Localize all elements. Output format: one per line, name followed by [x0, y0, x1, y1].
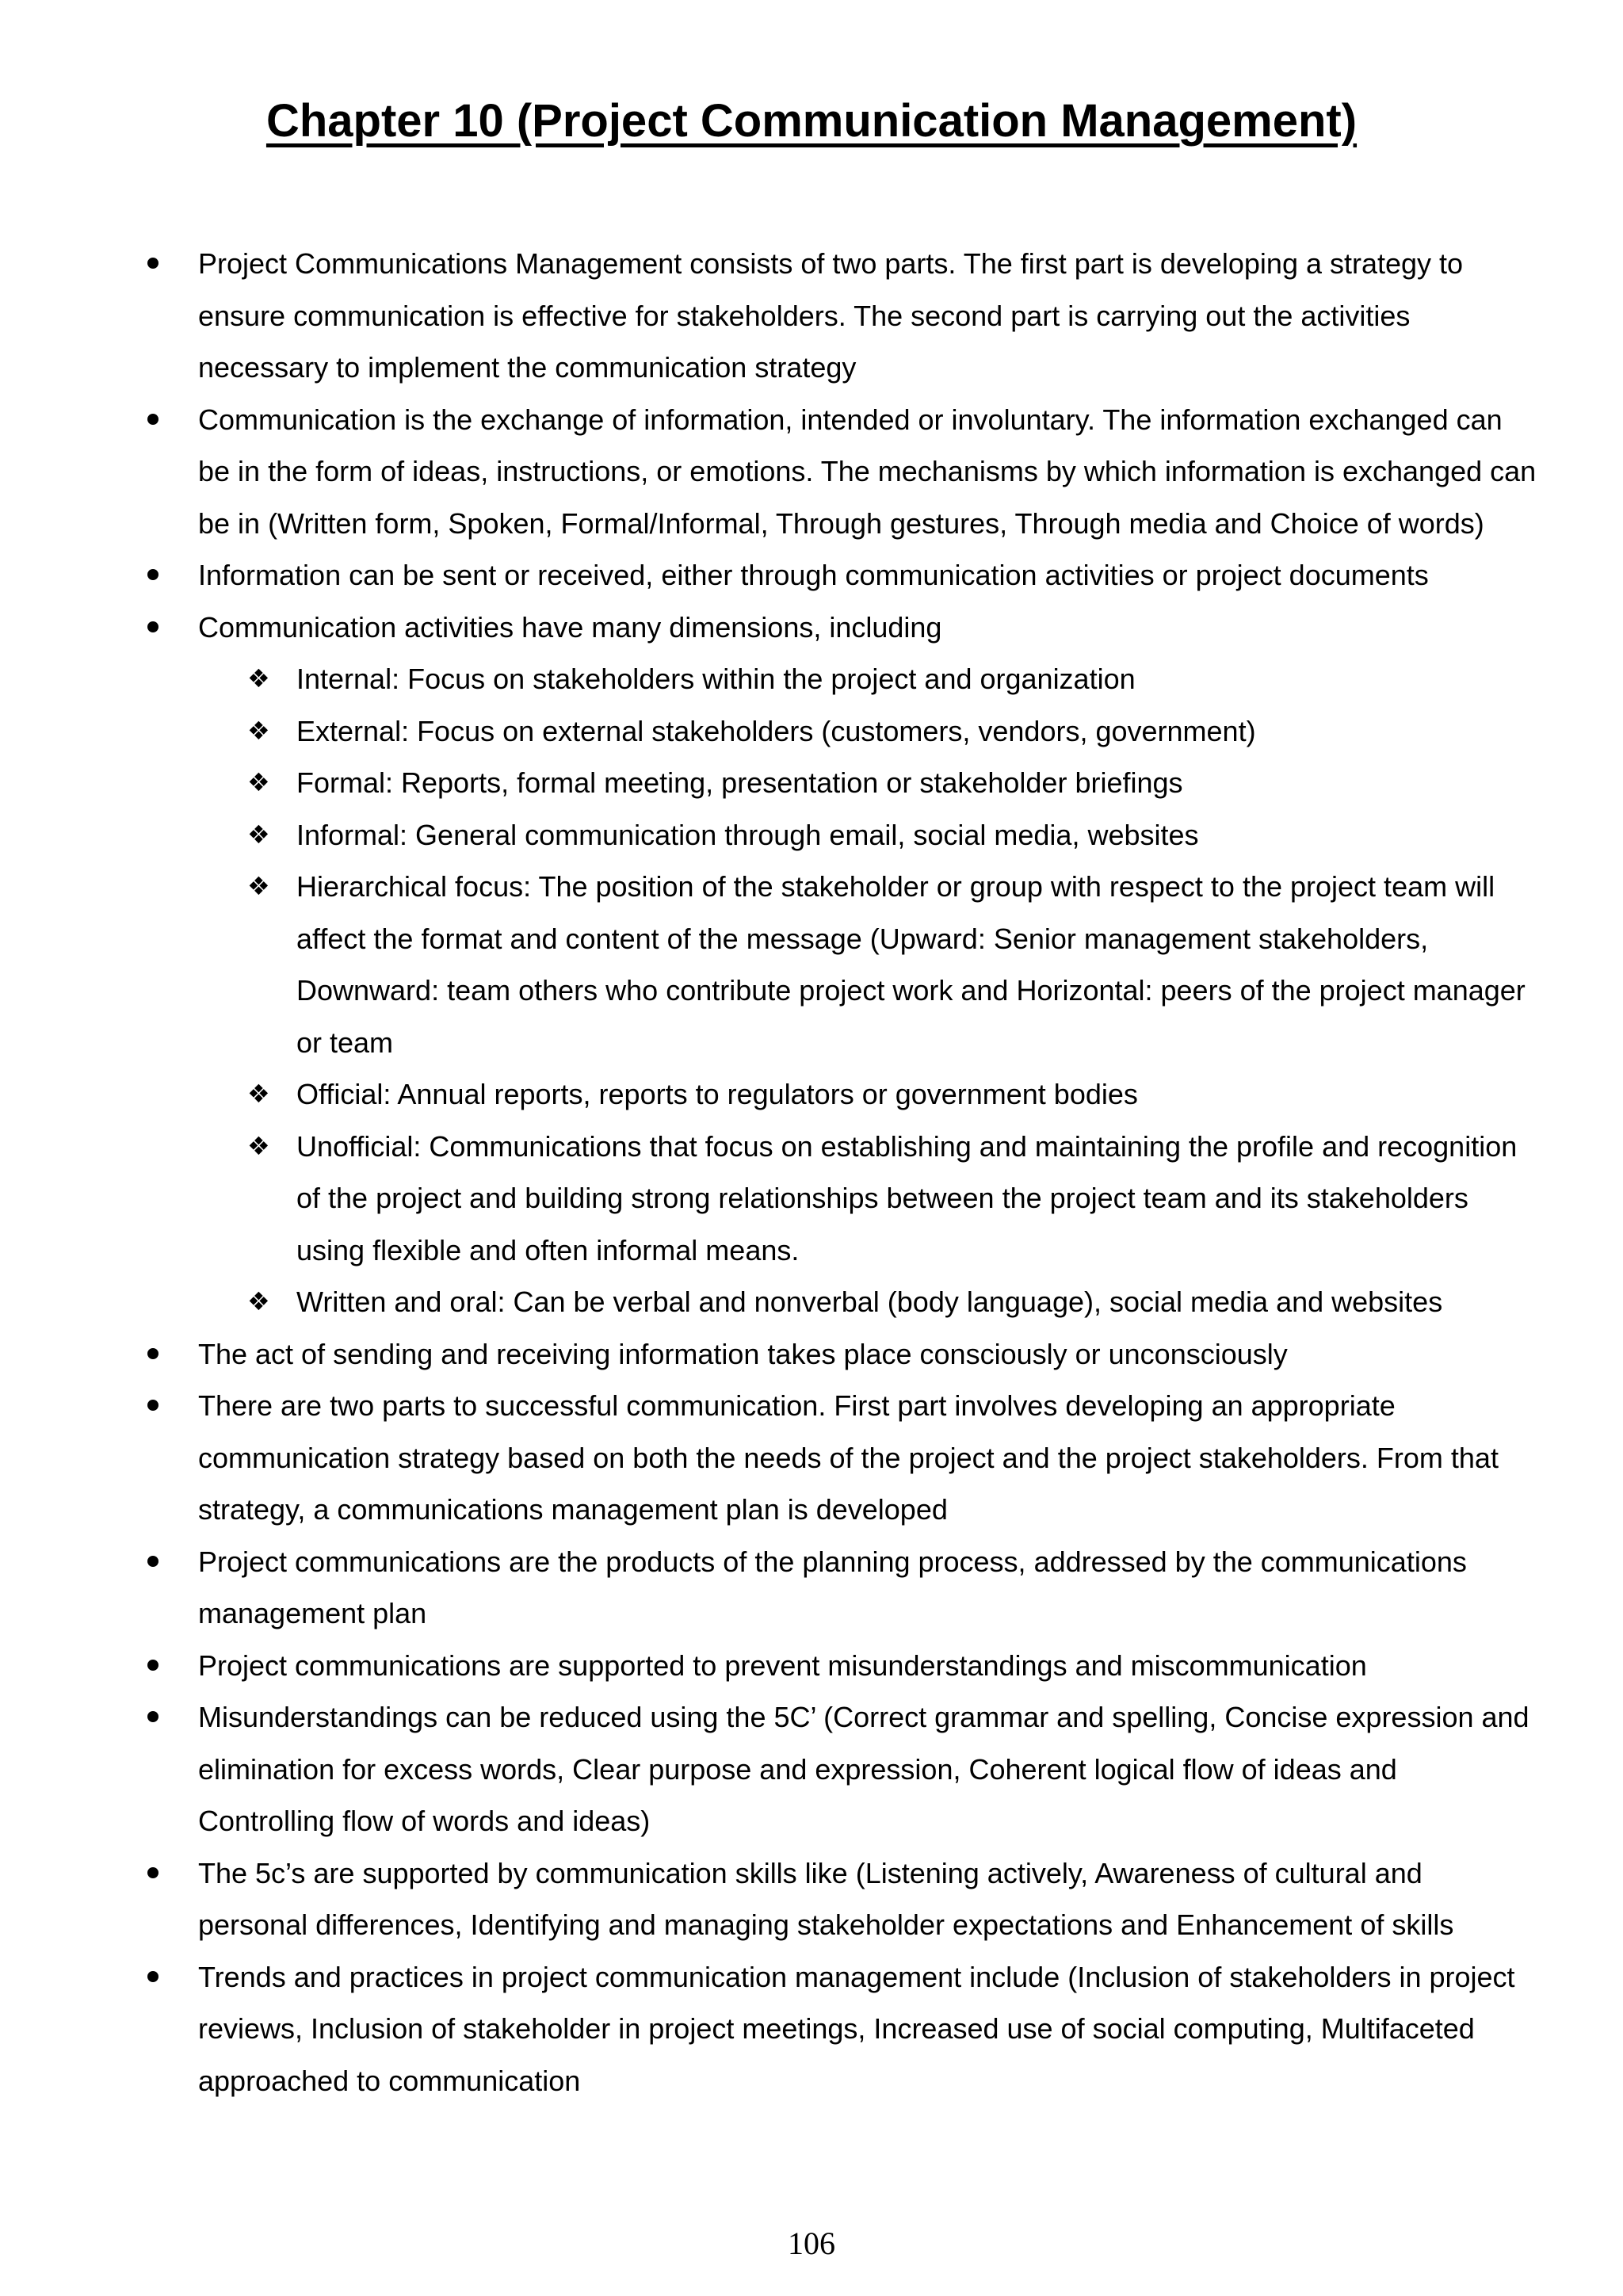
list-item — [143, 1951, 1537, 2107]
sub-list-item-text: Unofficial: Communications that focus on establishing and maintaining the profile and recognition of the project and building strong relationships between the project team and its stakeholders using flexible and often informal means. — [296, 1129, 1518, 1266]
bullet-dot-icon — [147, 621, 158, 632]
bullet-dot-icon — [147, 1400, 158, 1411]
list-item — [143, 1640, 1537, 1692]
list-item — [143, 1536, 1537, 1640]
list-item-text: Project communications are the products of the planning process, addressed by the communications management plan — [198, 1545, 1467, 1629]
sub-list-item — [242, 705, 1537, 758]
sub-list-item — [242, 1276, 1537, 1328]
four-diamond-icon: ❖ — [247, 871, 270, 901]
four-diamond-icon: ❖ — [247, 1079, 270, 1109]
list-item — [143, 1847, 1537, 1951]
four-diamond-icon: ❖ — [247, 715, 270, 746]
list-item-text: Project Communications Management consists of two parts. The first part is developing a strategy to ensure communication is effective for stakeholders. The second part is carrying out the activities necessary to implement the communication strategy — [198, 247, 1464, 384]
list-item — [143, 602, 1537, 1328]
sub-list-item-text: Hierarchical focus: The position of the stakeholder or group with respect to the project team will affect the format and content of the message (Upward: Senior management stakeholders, Downward: team others who contribute project work and Horizontal: peers of the project manager or team — [296, 870, 1526, 1059]
sub-list-item-text: Written and oral: Can be verbal and nonverbal (body language), social media and websites — [296, 1286, 1443, 1318]
bullet-dot-icon — [147, 258, 158, 269]
list-item — [143, 1328, 1537, 1381]
list-item-text: Misunderstandings can be reduced using the 5C’ (Correct grammar and spelling, Concise expression and elimination for excess words, Clear purpose and expression, Coherent logical flow of ideas and Controlling flow of words and ideas) — [198, 1701, 1529, 1837]
four-diamond-icon: ❖ — [247, 819, 270, 850]
content-body — [143, 238, 1537, 2107]
sub-list-item-text: Official: Annual reports, reports to regulators or government bodies — [296, 1078, 1138, 1110]
bullet-dot-icon — [147, 1348, 158, 1359]
list-item — [143, 1380, 1537, 1536]
bullet-dot-icon — [147, 414, 158, 425]
bullet-dot-icon — [147, 1867, 158, 1878]
list-item-text: Communication is the exchange of information, intended or involuntary. The information exchanged can be in the form of ideas, instructions, or emotions. The mechanisms by which information is exchanged can be in (Written form, Spoken, Formal/Informal, Through gestures, Through media and Choice of words) — [198, 403, 1537, 540]
list-item — [143, 1691, 1537, 1847]
sub-list-item-text: External: Focus on external stakeholders (customers, vendors, government) — [296, 714, 1256, 747]
sub-list-item — [242, 1121, 1537, 1277]
sub-list-item — [242, 1068, 1537, 1121]
four-diamond-icon: ❖ — [247, 1130, 270, 1161]
list-item-text: Communication activities have many dimensions, including — [198, 610, 942, 644]
four-diamond-icon: ❖ — [247, 663, 270, 693]
dimension-list — [242, 653, 1537, 1328]
list-item — [143, 549, 1537, 602]
sub-list-item — [242, 653, 1537, 705]
bullet-list — [143, 238, 1537, 2107]
sub-list-item — [242, 809, 1537, 861]
bullet-dot-icon — [147, 569, 158, 580]
bullet-dot-icon — [147, 1556, 158, 1567]
list-item-text: The act of sending and receiving information takes place consciously or unconsciously — [198, 1337, 1288, 1370]
bullet-dot-icon — [147, 1971, 158, 1982]
sub-list-item — [242, 861, 1537, 1068]
list-item-text: Project communications are supported to prevent misunderstandings and miscommunication — [198, 1648, 1367, 1682]
bullet-dot-icon — [147, 1660, 158, 1671]
four-diamond-icon: ❖ — [247, 767, 270, 797]
list-item — [143, 238, 1537, 394]
list-item-text: There are two parts to successful communication. First part involves developing an appropriate communication strategy based on both the needs of the project and the project stakeholders. From that strategy, a communications management plan is developed — [198, 1389, 1499, 1526]
sub-list-item — [242, 757, 1537, 809]
list-item — [143, 394, 1537, 550]
page-number: 106 — [788, 2225, 835, 2261]
sub-list-item-text: Internal: Focus on stakeholders within the project and organization — [296, 663, 1136, 695]
list-item-text: The 5c’s are supported by communication skills like (Listening actively, Awareness of cultural and personal differences, Identifying and managing stakeholder expectations and Enhancement of skills — [198, 1856, 1454, 1941]
page-title: Chapter 10 (Project Communication Management) — [265, 95, 1358, 147]
bullet-dot-icon — [147, 1711, 158, 1722]
sub-list-item-text: Formal: Reports, formal meeting, presentation or stakeholder briefings — [296, 766, 1183, 799]
four-diamond-icon: ❖ — [247, 1286, 270, 1316]
list-item-text: Trends and practices in project communication management include (Inclusion of stakeholders in project reviews, Inclusion of stakeholder in project meetings, Increased use of social computing, Multifaceted approached to communication — [198, 1960, 1515, 2097]
sub-list-item-text: Informal: General communication through email, social media, websites — [296, 818, 1199, 851]
list-item-text: Information can be sent or received, either through communication activities or project documents — [198, 559, 1429, 591]
